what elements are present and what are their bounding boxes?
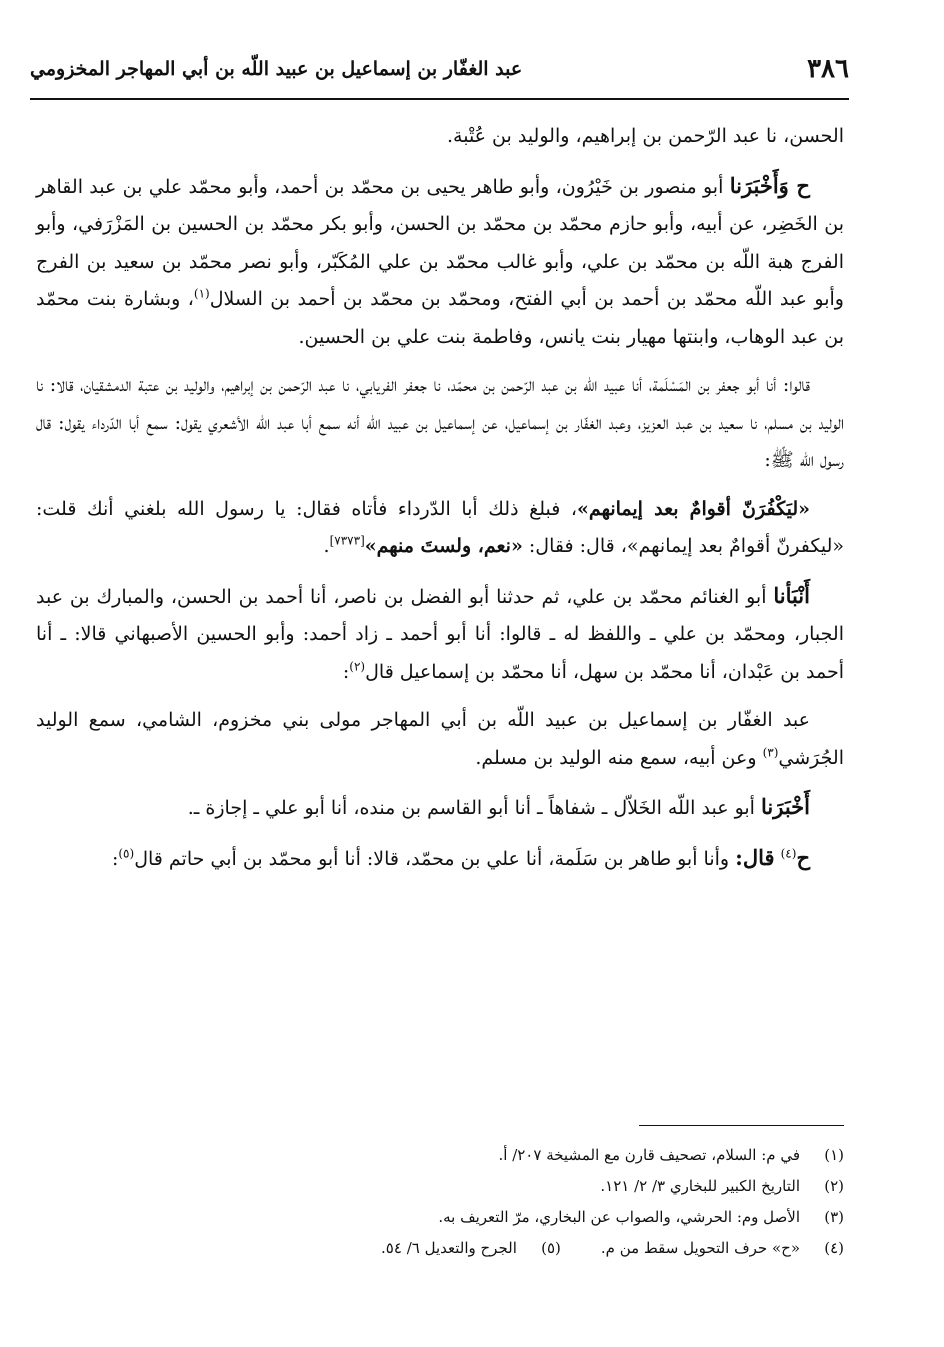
paragraph-text: أبو عبد اللّه الخَلاّل ـ شفاهاً ـ أنا أبو القاسم بن منده، أنا أبو علي ـ إجازة ـ. [187,797,755,819]
isnad-keyword: قال: [735,844,775,870]
hadith-quote: «ليَكْفُرَنّ أقوامٌ بعد إيمانهم» [577,497,810,520]
page-number: ٣٨٦ [807,54,849,84]
isnad-keyword: أَخْبَرَنا [761,794,810,819]
footnote [36,1171,844,1202]
footnote-number: (٣) [824,1208,844,1226]
paragraph-text: ، فبلغ ذلك أبا الدّرداء فأتاه فقال: يا رسول الله بلغني أنك قلت: «ليكفرنّ أقوامٌ بعد إيمانهم»، قال: فقال: [36,497,844,557]
footnote-ref: (١) [193,286,210,301]
paragraph-text: : [111,847,119,870]
footnotes [36,1140,844,1264]
isnad-keyword: أَنْبَأنا [773,582,810,608]
paragraph-6 [36,702,844,777]
footnote-ref: (٤) [780,846,797,861]
footnote-number: (٢) [824,1177,844,1195]
paragraph-text: وأنا أبو طاهر بن سَلَمة، أنا علي بن محمّد، قالا: أنا أبو محمّد بن أبي حاتم قال [134,847,730,870]
hadith-quote: «نعم، ولستَ منهم» [364,535,523,557]
footnote [36,1140,844,1171]
footnote-ref: (٢) [349,659,366,674]
footnote [601,1233,844,1264]
paragraph-text: أبو منصور بن خَيْرُون، وأبو طاهر يحيى بن محمّد بن أحمد، وأبو محمّد علي بن عبد القاهر بن الخَضِر، عن أبيه، وأبو حازم محمّد بن محمّد بن الحسن، وأبو بكر محمّد بن الحسين بن المَزْرَفي، وأبو الفرج هبة اللّه بن محمّد بن علي، وأبو غالب محمّد بن علي المُكَبّر، وأبو نصر محمّد بن سعيد بن الفرج وأبو عبد اللّه محمّد بن أحمد بن أبي الفتح، ومحمّد بن محمّد بن أحمد بن السلال [36,175,844,310]
paragraph-text: وعن أبيه، سمع منه الوليد بن مسلم. [475,746,757,769]
footnote [36,1202,844,1233]
paragraph-text: قالوا: أنا أبو جعفر بن المَسْلَمة، أنا عبيد اللّه بن عبد الرّحمن بن محمّد، نا جعفر الفريابي، نا عبد الرّحمن بن إبراهيم، والوليد بن عتبة الدمشقيان، قالا: نا الوليد بن مسلم، نا سعيد بن عبد العزيز، وعبد الغفّار بن إسماعيل، عن إسماعيل بن عبيد اللّه أنه سمع أبا عبد اللّه الأشعري يقول: سمع أبا الدّرداء يقول: قال رسول الله ﷺ: [36,374,844,471]
punctuation: . [323,535,330,557]
footnote-separator [639,1125,844,1126]
footnote-ref: (٣) [762,745,779,760]
footnote-text: في م: السلام، تصحيف قارن مع المشيخة ٢٠٧/ أ. [498,1146,800,1164]
paragraph-8 [36,839,844,879]
paragraph-text: أبو الغنائم محمّد بن علي، ثم حدثنا أبو الفضل بن ناصر، أنا أحمد بن الحسن، والمبارك بن عبد الجبار، ومحمّد بن علي ـ واللفظ له ـ قالوا: أنا أبو أحمد ـ زاد أحمد: وأبو الحسين الأصبهاني قالا: ـ أنا أحمد بن عَبْدان، أنا محمّد بن سهل، أنا محمّد بن إسماعيل قال [36,585,844,683]
isnad-keyword: ح [796,844,810,870]
paragraph-7 [36,788,844,828]
main-text [36,118,844,889]
footnote-text: التاريخ الكبير للبخاري ٣/ ٢/ ١٢١. [600,1177,800,1195]
paragraph-5 [36,577,844,692]
footnote-number: (٤) [824,1239,844,1257]
paragraph-3 [36,367,844,480]
footnote [381,1233,561,1264]
paragraph-1 [36,118,844,156]
hadith-number: [٧٣٧٣] [329,533,365,548]
paragraph-4 [36,491,844,566]
paragraph-text: عبد الغفّار بن إسماعيل بن عبيد اللّه بن أبي المهاجر مولى بني مخزوم، الشامي، سمع الوليد الجُرَشي [36,709,844,769]
paragraph-text: ، وبشارة بنت محمّد بن عبد الوهاب، وابنتها مهيار بنت يانس، وفاطمة بنت علي بن الحسين. [36,288,844,348]
footnote-text: الأصل وم: الحرشي، والصواب عن البخاري، مرّ التعريف به. [438,1208,800,1226]
isnad-keyword: ح وَأَخْبَرَنا [729,172,810,198]
footnote-text: «ح» حرف التحويل سقط من م. [600,1239,800,1257]
page-header [30,52,849,100]
paragraph-text: : [342,660,350,683]
paragraph-2 [36,167,844,357]
paragraph-text: الحسن، نا عبد الرّحمن بن إبراهيم، والوليد بن عُتْبة. [446,125,844,147]
footnote-row [36,1233,844,1264]
footnote-number: (١) [824,1146,844,1164]
running-title: عبد الغفّار بن إسماعيل بن عبيد اللّه بن أبي المهاجر المخزومي [30,58,523,80]
footnote-number: (٥) [541,1239,561,1257]
footnote-ref: (٥) [118,846,135,861]
footnote-text: الجرح والتعديل ٦/ ٥٤. [381,1239,517,1257]
